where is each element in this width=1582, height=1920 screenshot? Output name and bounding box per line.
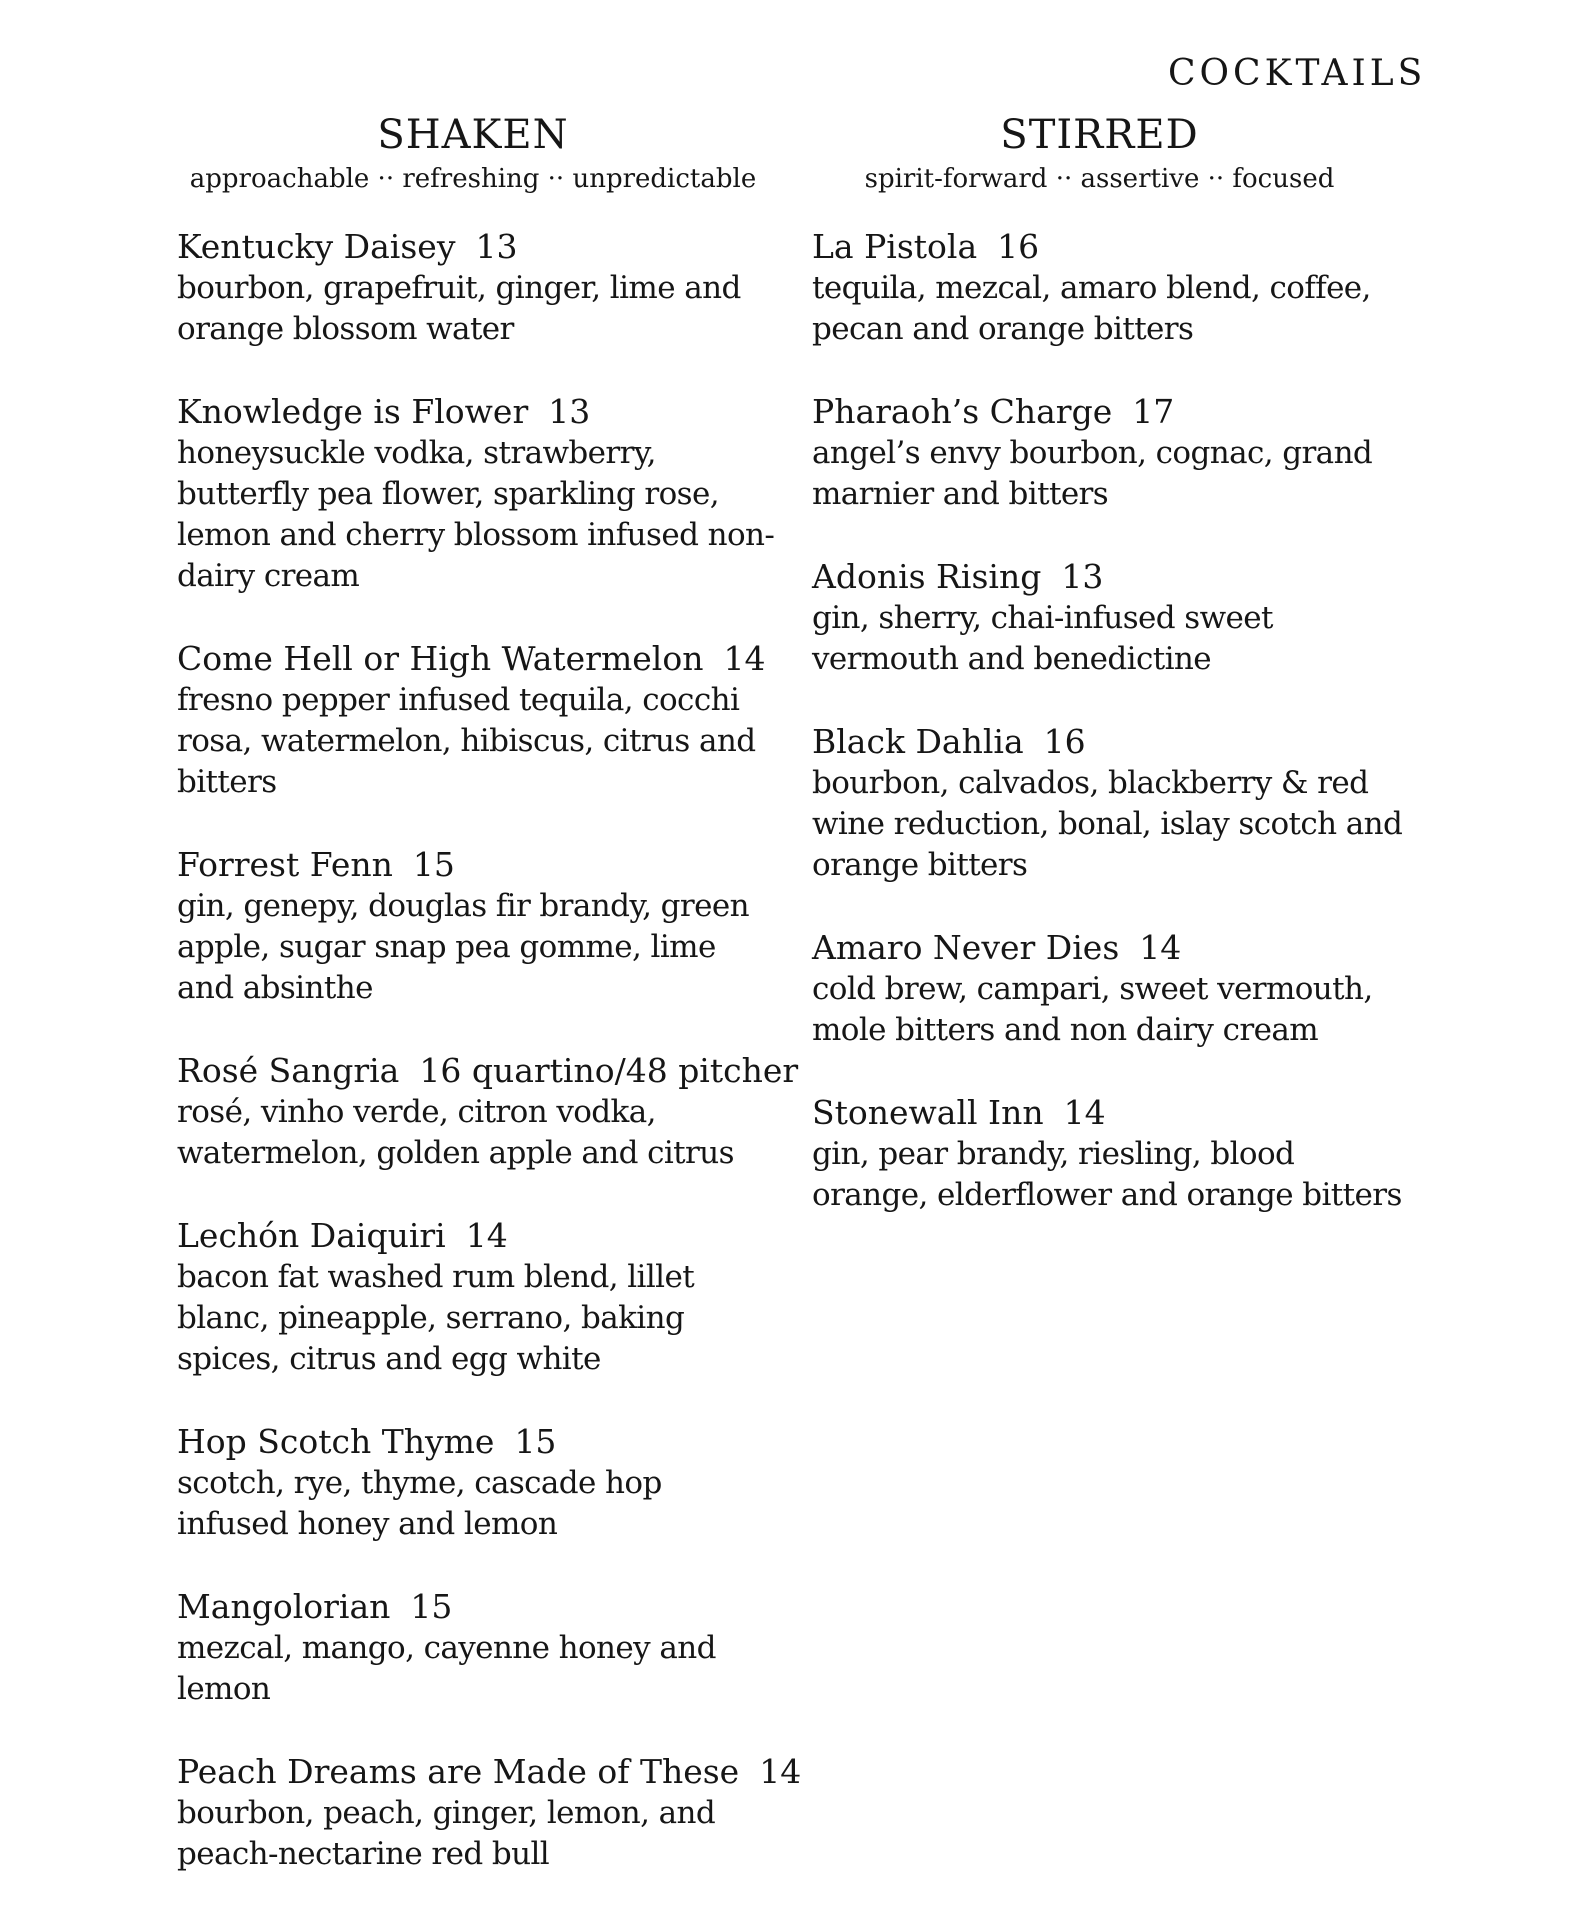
stirred-section <box>812 110 1412 1257</box>
shaken-section <box>177 110 802 1916</box>
drink-ingredients: gin, sherry, chai-infused sweet vermouth and benedictine <box>812 600 1273 677</box>
shaken-subtitle: approachable ·· refreshing ·· unpredictable <box>189 164 757 194</box>
drink-ingredients: angel’s envy bourbon, cognac, grand marnier and bitters <box>812 435 1373 512</box>
drink-name: Amaro Never Dies <box>812 928 1120 967</box>
drink-name: Kentucky Daisey <box>177 227 456 266</box>
drink-ingredients: gin, genepy, douglas fir brandy, green apple, sugar snap pea gomme, lime and absinthe <box>177 888 749 1006</box>
drink-ingredients: bacon fat washed rum blend, lillet blanc, pineapple, serrano, baking spices, citrus and egg white <box>177 1259 695 1377</box>
drink-price: 13 <box>1061 557 1104 596</box>
drink-name: Peach Dreams are Made of These <box>177 1752 740 1791</box>
drink-price: 15 <box>514 1422 557 1461</box>
drink-price: 16 <box>1043 722 1086 761</box>
drink-name: Pharaoh’s Charge <box>812 392 1113 431</box>
drink-name: Rosé Sangria <box>177 1051 400 1090</box>
drink-price: 16 <box>997 227 1040 266</box>
drink-name: Stonewall Inn <box>812 1093 1044 1132</box>
drink-name: Knowledge is Flower <box>177 392 529 431</box>
drink-item <box>812 1092 1412 1216</box>
drink-ingredients: bourbon, peach, ginger, lemon, and peach-nectarine red bull <box>177 1795 716 1872</box>
drink-item <box>812 391 1412 515</box>
drink-ingredients: fresno pepper infused tequila, cocchi rosa, watermelon, hibiscus, citrus and bitters <box>177 682 756 800</box>
drink-item <box>177 638 777 803</box>
drink-item <box>177 391 777 597</box>
shaken-drink-list <box>177 226 802 1875</box>
drink-name: Forrest Fenn <box>177 845 393 884</box>
drink-item <box>177 1215 777 1380</box>
drink-ingredients: bourbon, calvados, blackberry & red wine reduction, bonal, islay scotch and orange bitters <box>812 765 1403 883</box>
drink-price: 14 <box>723 639 766 678</box>
stirred-title: STIRRED <box>1000 112 1199 158</box>
drink-name: Lechón Daiquiri <box>177 1216 446 1255</box>
drink-item <box>812 927 1412 1051</box>
drink-ingredients: bourbon, grapefruit, ginger, lime and orange blossom water <box>177 270 741 347</box>
drink-name: Adonis Rising <box>812 557 1042 596</box>
drink-item <box>177 226 777 350</box>
drink-item <box>177 844 777 1009</box>
drink-ingredients: rosé, vinho verde, citron vodka, watermelon, golden apple and citrus <box>177 1094 734 1171</box>
drink-price: 13 <box>548 392 591 431</box>
drink-price: 15 <box>412 845 455 884</box>
drink-item <box>812 226 1412 350</box>
drink-ingredients: gin, pear brandy, riesling, blood orange, elderflower and orange bitters <box>812 1136 1402 1213</box>
drink-price: 15 <box>410 1587 453 1626</box>
drink-price: 17 <box>1132 392 1175 431</box>
drink-name: Mangolorian <box>177 1587 391 1626</box>
drink-name: La Pistola <box>812 227 978 266</box>
drink-name: Hop Scotch Thyme <box>177 1422 495 1461</box>
shaken-title: SHAKEN <box>377 112 569 158</box>
drink-name: Come Hell or High Watermelon <box>177 639 704 678</box>
page-heading: COCKTAILS <box>1168 53 1427 94</box>
drink-item <box>177 1421 777 1545</box>
drink-item <box>177 1050 799 1174</box>
drink-item <box>812 721 1412 886</box>
drink-ingredients: cold brew, campari, sweet vermouth, mole bitters and non dairy cream <box>812 971 1373 1048</box>
stirred-drink-list <box>812 226 1412 1216</box>
drink-item <box>177 1751 802 1875</box>
stirred-subtitle: spirit-forward ·· assertive ·· focused <box>864 164 1335 194</box>
drink-ingredients: mezcal, mango, cayenne honey and lemon <box>177 1630 716 1707</box>
drink-price: 14 <box>465 1216 508 1255</box>
drink-price: 14 <box>1139 928 1182 967</box>
drink-ingredients: honeysuckle vodka, strawberry, butterfly pea flower, sparkling rose, lemon and cherry blossom infused non-dairy cream <box>177 435 775 594</box>
drink-name: Black Dahlia <box>812 722 1024 761</box>
drink-item <box>177 1586 777 1710</box>
drink-item <box>812 556 1412 680</box>
drink-price: 14 <box>759 1752 802 1791</box>
drink-price: 16 quartino/48 pitcher <box>419 1051 799 1090</box>
drink-ingredients: tequila, mezcal, amaro blend, coffee, pecan and orange bitters <box>812 270 1371 347</box>
drink-price: 13 <box>475 227 518 266</box>
drink-price: 14 <box>1063 1093 1106 1132</box>
drink-ingredients: scotch, rye, thyme, cascade hop infused honey and lemon <box>177 1465 662 1542</box>
